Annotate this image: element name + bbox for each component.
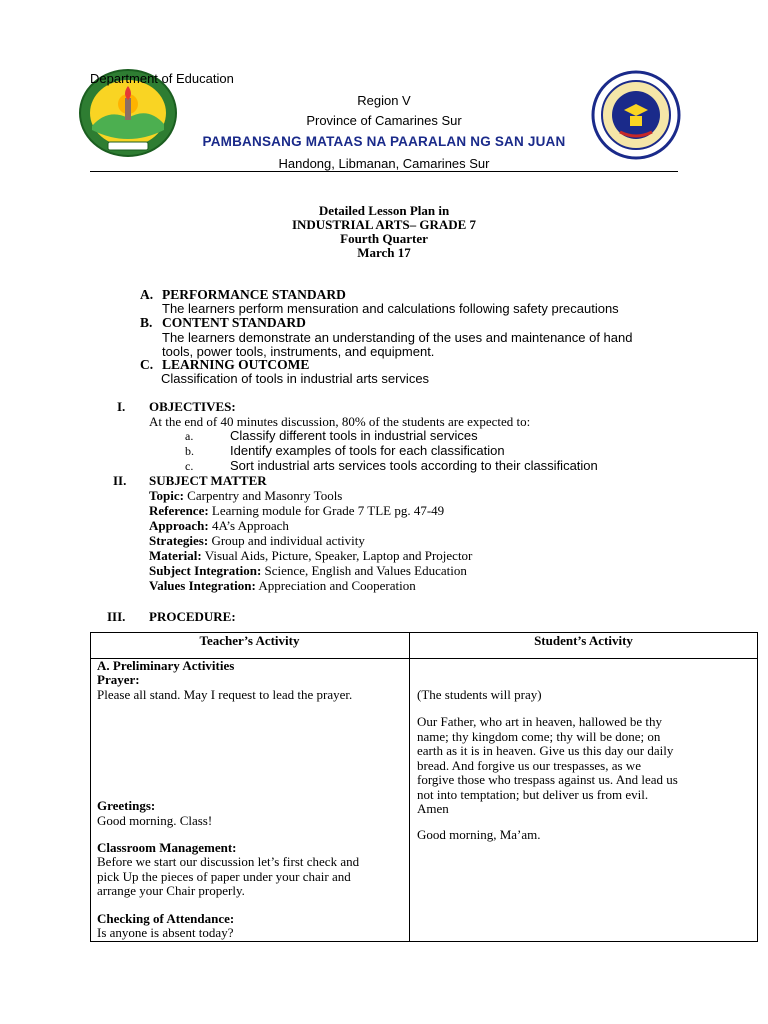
objective-item: Sort industrial arts services tools according to their classification [230,458,598,473]
subject-strategies: Strategies: Group and individual activity [149,533,365,548]
province-label: Province of Camarines Sur [306,113,462,128]
subject-material: Material: Visual Aids, Picture, Speaker, Laptop and Projector [149,548,473,563]
procedure-heading: PROCEDURE: [149,609,236,624]
content-standard-heading: B. CONTENT STANDARD [140,315,306,330]
header-divider [90,171,678,172]
attendance-heading: Checking of Attendance: [97,911,235,926]
objectives-heading: OBJECTIVES: [149,399,236,414]
content-standard-text-2: tools, power tools, instruments, and equipment. [162,344,435,359]
objective-item: Identify examples of tools for each classification [230,443,505,458]
greetings-student-text: Good morning, Ma’am. [417,827,541,842]
greetings-heading: Greetings: [97,798,156,813]
content-standard-text-1: The learners demonstrate an understanding of the uses and maintenance of hand [162,330,633,345]
performance-standard-text: The learners perform mensuration and calculations following safety precautions [162,301,619,316]
objectives-numeral: I. [117,399,126,414]
values-integration: Values Integration: Appreciation and Cooperation [149,578,416,593]
subject-approach: Approach: 4A’s Approach [149,518,289,533]
doc-date: March 17 [357,245,411,260]
objective-letter: b. [185,444,194,458]
region-label: Region V [357,93,411,108]
learning-outcome-heading: C. LEARNING OUTCOME [140,357,310,372]
doc-subject: INDUSTRIAL ARTS– GRADE 7 [291,217,477,232]
attendance-teacher-text: Is anyone is absent today? [97,925,234,940]
department-label: Department of Education [90,71,234,86]
table-column-divider [409,632,410,942]
subject-integration: Subject Integration: Science, English and Values Education [149,563,467,578]
learning-outcome-text: Classification of tools in industrial arts services [161,371,430,386]
prayer-heading: Prayer: [97,672,140,687]
doc-quarter: Fourth Quarter [340,231,428,246]
objective-letter: a. [185,429,194,443]
classroom-management-text: Before we start our discussion let’s first check and pick Up the pieces of paper under your chair and arrange your Chair properly. [97,854,360,898]
procedure-numeral: III. [107,609,126,624]
prayer-student-text: (The students will pray) [417,687,542,702]
classroom-management-heading: Classroom Management: [97,840,237,855]
doc-title: Detailed Lesson Plan in [318,203,450,218]
subject-heading: SUBJECT MATTER [149,473,267,488]
objective-letter: c. [185,459,194,473]
student-activity-header: Student’s Activity [534,633,633,648]
school-name: PAMBANSANG MATAAS NA PAARALAN NG SAN JUAN [202,134,566,149]
prayer-teacher-text: Please all stand. May I request to lead the prayer. [97,687,353,702]
greetings-teacher-text: Good morning. Class! [97,813,213,828]
objective-item: Classify different tools in industrial services [230,428,478,443]
our-father-prayer: Our Father, who art in heaven, hallowed be thy name; thy kingdom come; thy will be done; on earth as it is in heaven. Give us this day our daily bread. And forgive us our trespasses, as we forgive those who trespass against us. And lead us not into temptation; but deliver us from evil. Amen [417,714,678,816]
teacher-activity-header: Teacher’s Activity [199,633,300,648]
school-address: Handong, Libmanan, Camarines Sur [278,156,490,171]
performance-standard-heading: A. PERFORMANCE STANDARD [140,287,346,302]
objectives-intro: At the end of 40 minutes discussion, 80% of the students are expected to: [149,414,531,429]
preliminary-activities-heading: A. Preliminary Activities [97,658,235,673]
subject-topic: Topic: Carpentry and Masonry Tools [149,488,343,503]
subject-numeral: II. [113,473,127,488]
subject-reference: Reference: Learning module for Grade 7 TLE pg. 47-49 [149,503,445,518]
